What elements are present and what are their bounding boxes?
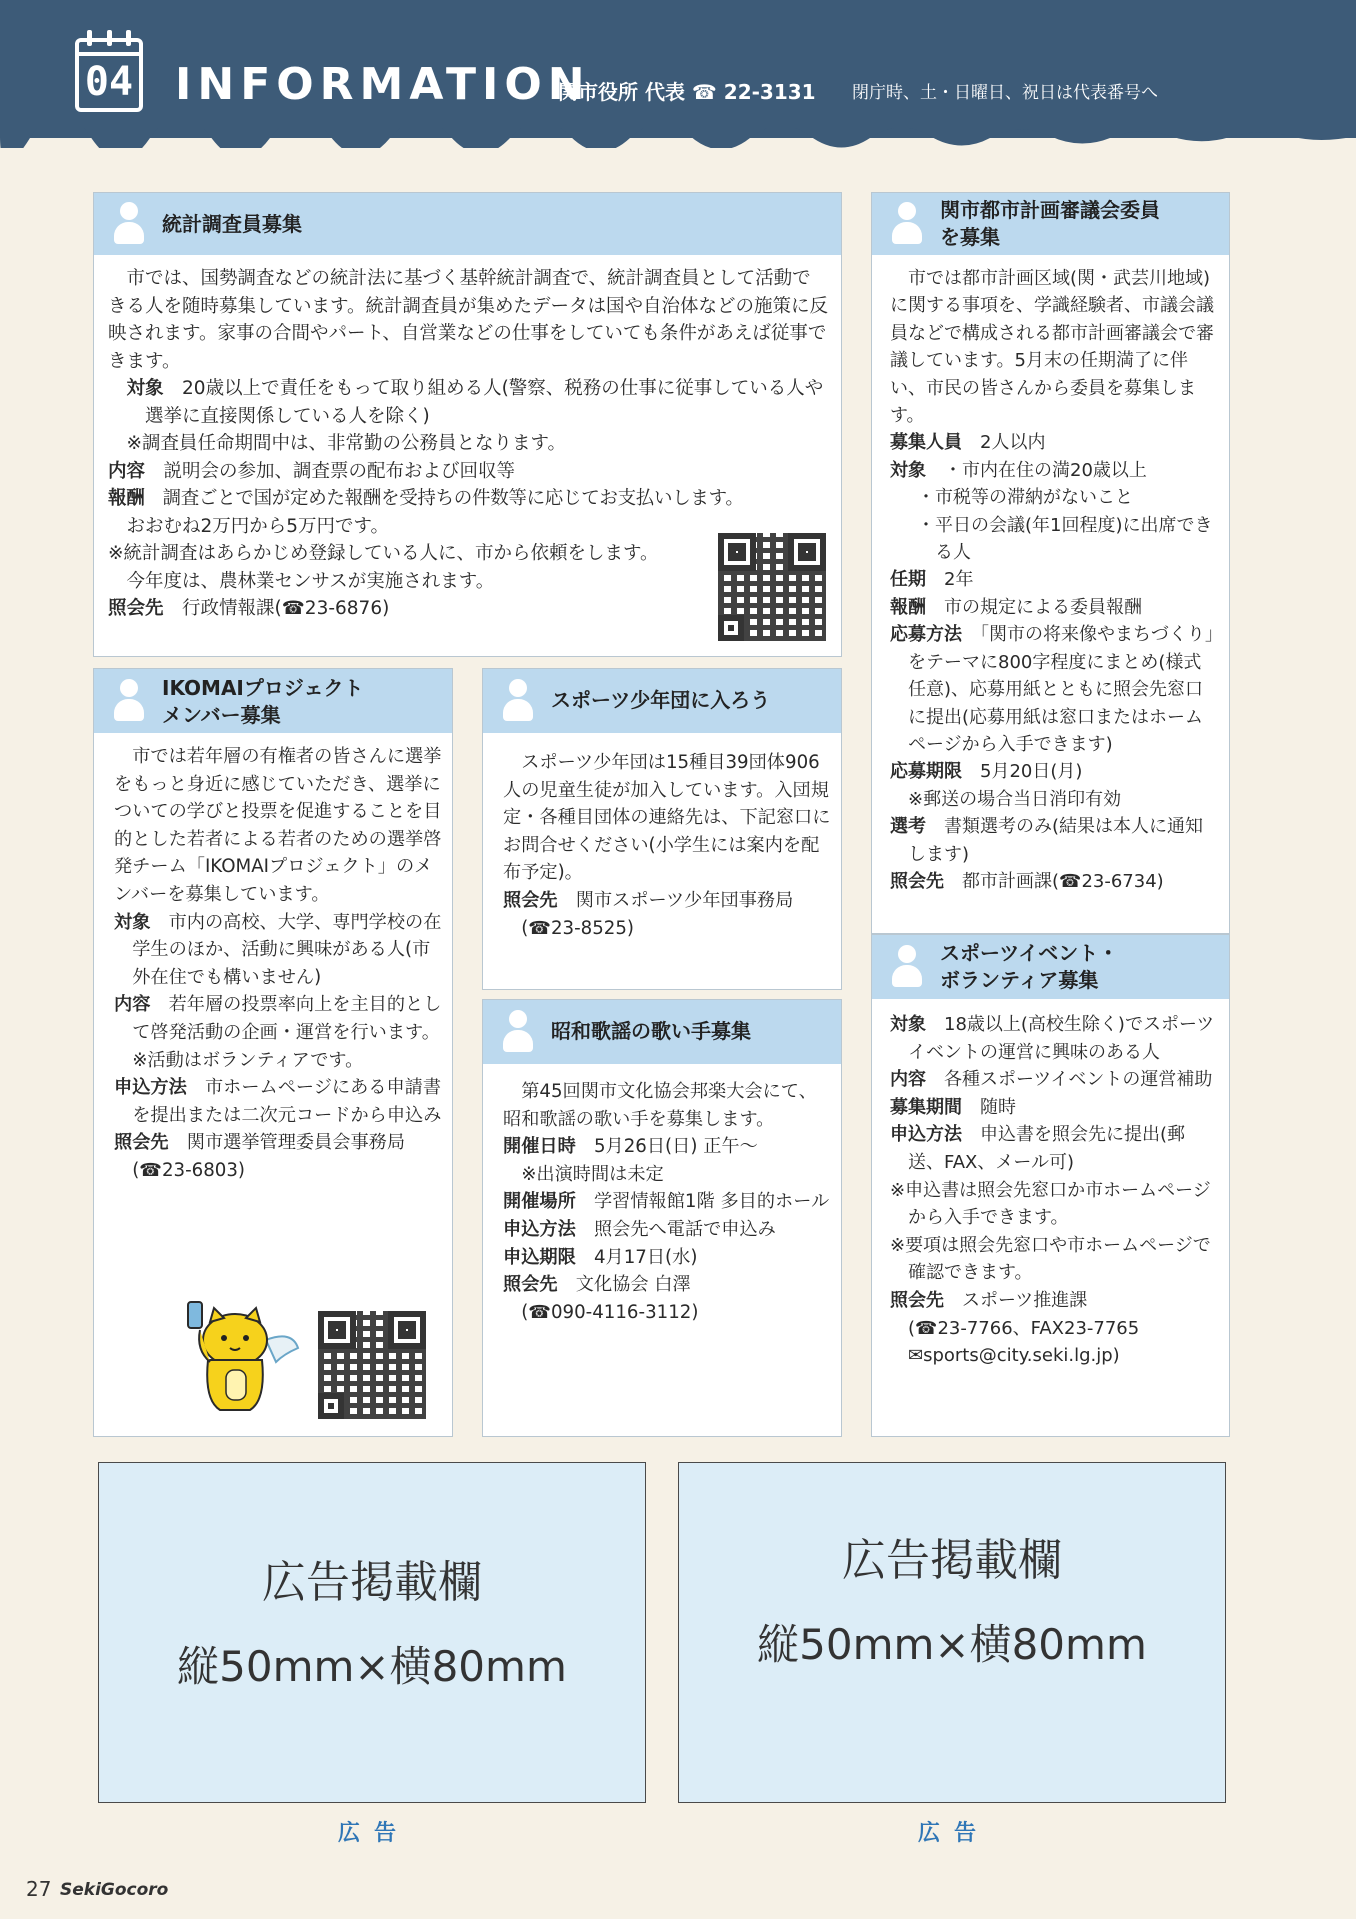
header-note: 閉庁時、土・日曜日、祝日は代表番号へ [852,83,1158,103]
showa-date-note: ※出演時間は未定 [521,1163,664,1185]
person-icon [890,202,924,246]
tokei-contact: 行政情報課(☎23-6876) [182,598,390,619]
sports-team-box [482,668,842,990]
label: 報酬 [890,596,926,618]
sports-event-contact: スポーツ推進課 [962,1289,1088,1311]
toshi-target2: ・市税等の滞納がないこと [917,487,1133,509]
sports-event-contact-tel: (☎23-7766、FAX23-7765 [908,1317,1140,1339]
mascot-icon [180,1300,300,1418]
tokei-title: 統計調査員募集 [162,212,302,236]
ad-title: 広告掲載欄 [262,1557,482,1608]
ikomai-target: 市内の高校、大学、専門学校の在学生のほか、活動に興味がある人(市外在住でも構いません) [132,911,442,988]
sports-event-method: 申込書を照会先に提出(郵送、FAX、メール可) [908,1124,1186,1173]
label: 照会先 [114,1132,169,1154]
page-header [0,0,1356,138]
toshi-contact: 都市計画課(☎23-6734) [962,870,1164,892]
label: 対象 [114,911,151,933]
showa-header [483,1000,841,1064]
label: 対象 [890,459,926,481]
ad-space-right[interactable] [678,1462,1226,1803]
showa-box [482,999,842,1437]
toshi-deadline: 5月20日(月) [980,761,1083,783]
sports-event-contact-mail[interactable]: ✉sports@city.seki.lg.jp) [908,1345,1120,1367]
sports-event-note1: ※申込書は照会先窓口か市ホームページから入手できます。 [890,1179,1211,1229]
label: 申込方法 [114,1077,187,1099]
ikomai-method: 市ホームページにある申請書を提出または二次元コードから申込み [132,1077,442,1126]
toshi-reward: 市の規定による委員報酬 [944,596,1142,618]
sports-team-header [483,669,841,733]
sports-team-title: スポーツ少年団に入ろう [551,688,771,712]
tokei-reward: 調査ごとで国が定めた報酬を受持ちの件数等に応じてお支払いします。 [162,488,744,509]
ad-size: 縦50mm×横80mm [757,1620,1147,1669]
tokei-note: ※統計調査はあらかじめ登録している人に、市から依頼をします。今年度は、農林業センサスが実施されます。 [108,543,659,592]
label: 照会先 [503,889,558,911]
showa-method: 照会先へ電話で申込み [593,1218,776,1240]
calendar-icon [75,38,143,112]
tokei-header [94,193,841,255]
label: 照会先 [108,598,164,619]
ikomai-content-note: ※活動はボランティアです。 [132,1049,364,1071]
label: 募集人員 [890,432,962,454]
label: 対象 [890,1014,926,1035]
ikomai-title-line2: メンバー募集 [162,703,281,727]
toshi-deadline-note: ※郵送の場合当日消印有効 [908,788,1122,810]
label: 内容 [890,1069,926,1091]
label: 開催場所 [503,1191,576,1213]
ad-label: 広告 [917,1821,990,1846]
page-number: 27 [26,1877,52,1901]
office-phone: 関市役所 代表 ☎ 22-3131 [558,80,816,104]
sports-event-note2: ※要項は照会先窓口や市ホームページで確認できます。 [890,1234,1211,1284]
qr-code-icon[interactable] [718,533,826,641]
toshi-select: 書類選考のみ(結果は本人に通知します) [908,816,1204,865]
tokei-target-note: ※調査員任命期間中は、非常勤の公務員となります。 [126,433,567,454]
person-icon [112,202,146,246]
ikomai-intro: 市では若年層の有権者の皆さんに選挙をもっと身近に感じていただき、選挙についての学びと投票を促進することを目的とした若者による若者のための選挙啓発チーム「IKOMAIプロジェクト」のメンバーを募集しています。 [114,746,442,905]
label: 申込期限 [503,1246,576,1268]
showa-contact: 文化協会 白澤 [575,1274,691,1296]
sports-event-period: 随時 [980,1096,1016,1118]
label: 内容 [114,994,151,1016]
showa-deadline: 4月17日(水) [593,1246,698,1268]
label: 照会先 [503,1274,558,1296]
brand-name: SekiGocoro [60,1880,169,1900]
sports-team-contact: 関市スポーツ少年団事務局(☎23-8525) [521,889,794,939]
sports-event-title [940,940,1221,994]
toshi-method: 「関市の将来像やまちづくり」をテーマに800字程度にまとめ(様式任意)、応募用紙とともに照会先窓口に提出(応募用紙は窓口またはホームページから入手できます) [908,624,1214,755]
ikomai-header [94,669,452,733]
label: 応募方法 [890,624,962,646]
ad-size: 縦50mm×横80mm [177,1642,567,1691]
showa-place: 学習情報館1階 多目的ホール [593,1191,830,1213]
person-icon [112,679,146,723]
toshi-box [871,192,1230,934]
toshi-intro: 市では都市計画区域(関・武芸川地域)に関する事項を、学識経験者、市議会議員などで構成される都市計画審議会で審議しています。5月末の任期満了に伴い、市民の皆さんから委員を募集します。 [890,268,1214,427]
toshi-title-line1: 関市都市計画審議会委員 [940,198,1160,222]
label: 申込方法 [890,1124,962,1146]
ikomai-title-line1: IKOMAIプロジェクト [162,676,364,700]
sports-event-title-line1: スポーツイベント・ [940,941,1119,965]
person-icon [501,1010,535,1054]
ikomai-contact: 関市選挙管理委員会事務局(☎23-6803) [132,1132,406,1181]
toshi-title-line2: を募集 [940,225,1000,249]
label: 募集期間 [890,1096,962,1118]
showa-date: 5月26日(日) 正午〜 [593,1136,758,1158]
toshi-target1: ・市内在住の満20歳以上 [944,459,1147,481]
page-title: INFORMATION [175,59,591,110]
label: 選考 [890,816,926,838]
ikomai-content: 若年層の投票率向上を主目的として啓発活動の企画・運営を行います。 [132,994,442,1043]
ikomai-title [162,675,444,729]
tokei-target: 20歳以上で責任をもって取り組める人(警察、税務の仕事に従事している人や選挙に直接関係している人を除く) [145,378,824,427]
label: 報酬 [108,488,145,509]
label: 開催日時 [503,1136,576,1158]
toshi-term: 2年 [944,569,974,591]
toshi-target3: ・平日の会議(年1回程度)に出席できる人 [917,514,1213,564]
sports-event-target: 18歳以上(高校生除く)でスポーツイベントの運営に興味のある人 [908,1014,1215,1063]
label: 対象 [126,378,164,399]
header-wave [0,128,1356,148]
tokei-box [93,192,842,657]
sports-event-box [871,934,1230,1437]
showa-contact-tel: (☎090-4116-3112) [521,1301,699,1323]
ad-space-left[interactable] [98,1462,646,1803]
showa-intro: 第45回関市文化協会邦楽大会にて、昭和歌謡の歌い手を募集します。 [503,1081,817,1130]
sports-team-intro: スポーツ少年団は15種目39団体906人の児童生徒が加入しています。入団規定・各種目団体の連絡先は、下記窓口にお問合せください(小学生には案内を配布予定)。 [503,752,831,884]
label: 応募期限 [890,761,962,783]
ad-title: 広告掲載欄 [842,1535,1062,1586]
person-icon [890,945,924,989]
showa-title: 昭和歌謡の歌い手募集 [551,1019,751,1043]
toshi-header [872,193,1229,255]
sports-event-header [872,935,1229,999]
toshi-title [940,197,1221,251]
tokei-intro: 市では、国勢調査などの統計法に基づく基幹統計調査で、統計調査員として活動できる人を随時募集しています。統計調査員が集めたデータは国や自治体などの施策に反映されます。家事の合間やパート、自営業などの仕事をしていても条件があえば従事できます。 [108,268,829,372]
person-icon [501,679,535,723]
label: 申込方法 [503,1218,576,1240]
sports-event-content: 各種スポーツイベントの運営補助 [944,1069,1213,1091]
label: 照会先 [890,1289,944,1311]
label: 任期 [890,569,926,591]
sports-event-title-line2: ボランティア募集 [940,968,1099,992]
qr-code-icon[interactable] [318,1311,426,1419]
tokei-content: 説明会の参加、調査票の配布および回収等 [163,460,516,482]
section-number: 04 [84,59,134,105]
tokei-reward-note: おおむね2万円から5万円です。 [126,515,390,537]
ad-label: 広告 [337,1821,410,1846]
label: 照会先 [890,870,944,892]
label: 内容 [108,460,146,482]
toshi-count: 2人以内 [980,432,1046,454]
